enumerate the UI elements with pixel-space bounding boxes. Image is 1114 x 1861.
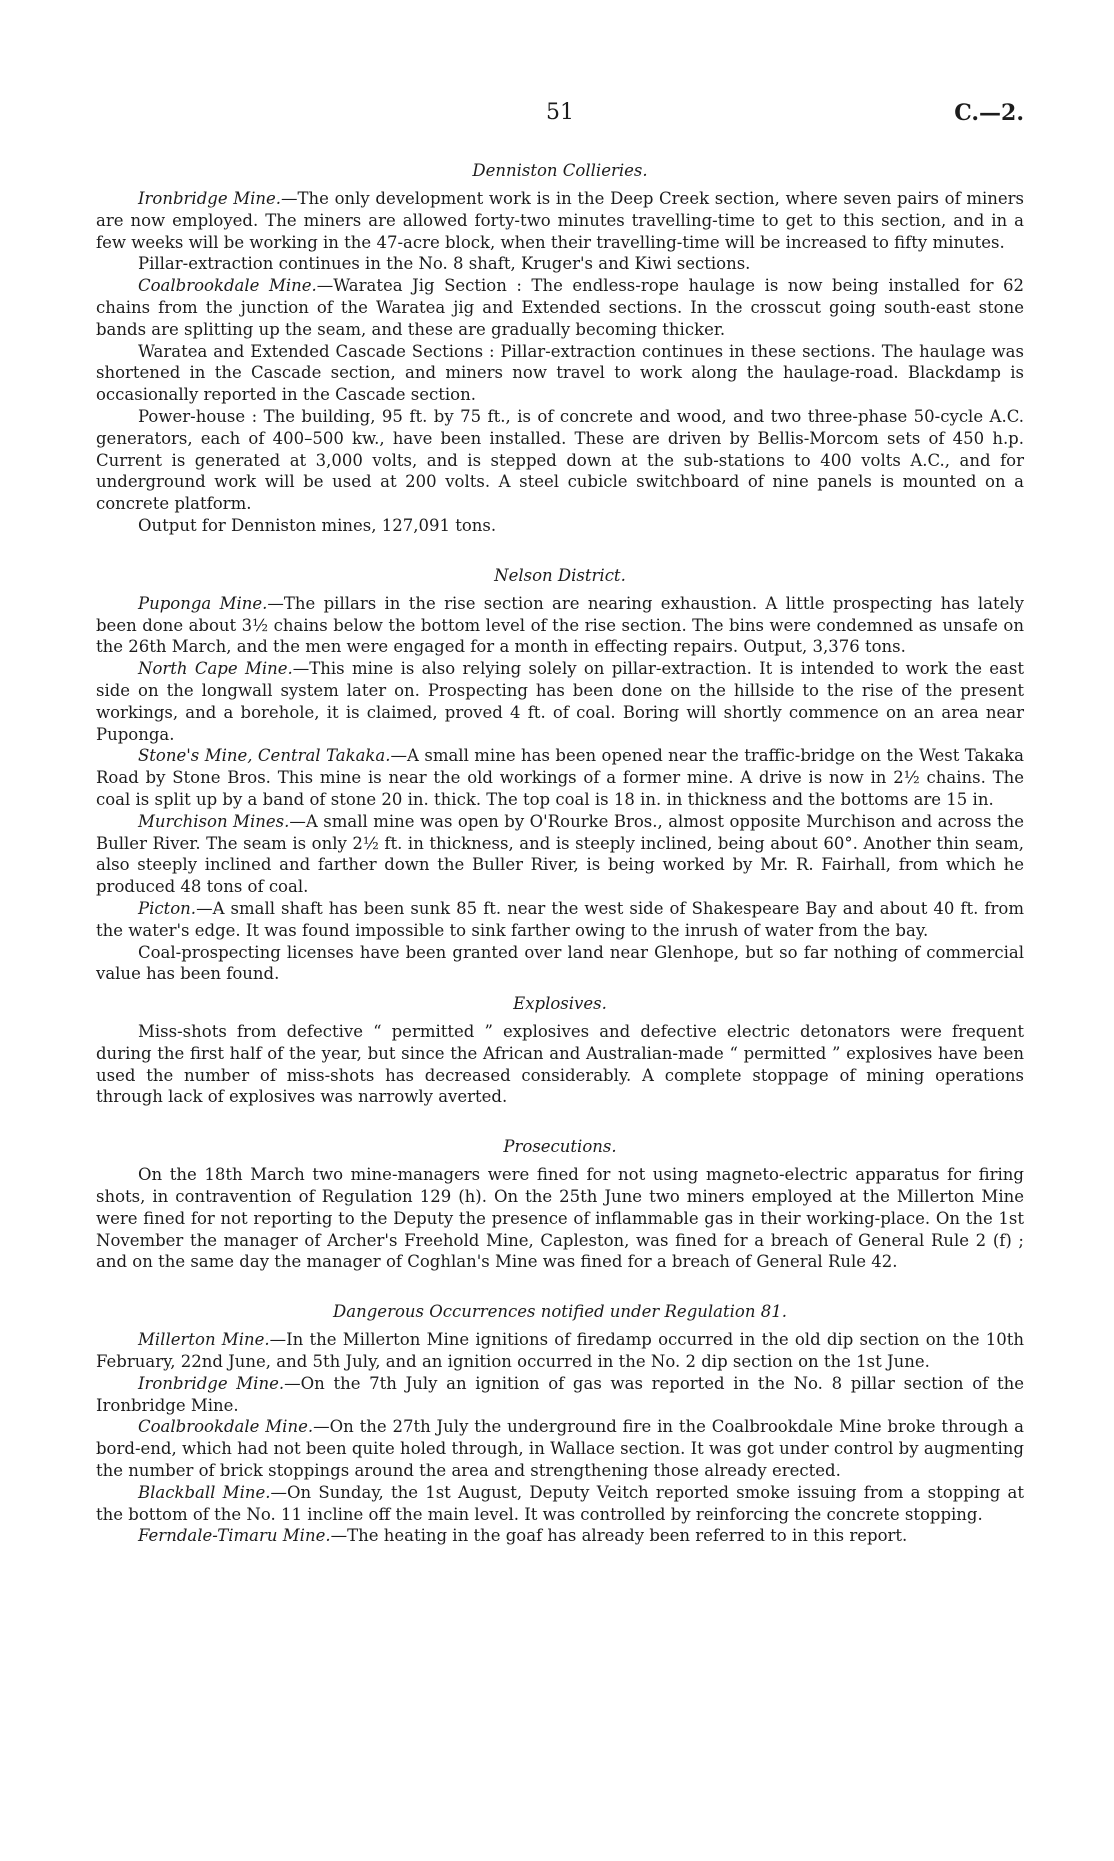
paragraph: Power-house : The building, 95 ft. by 75 ft., is of concrete and wood, and two three-phase 50-cycle A.C. generators, each of 400–500 kw., have been installed. These are driven by Bellis-Morcom sets of 450 h.p. Current is generated at 3,000 volts, and is stepped down at the sub-stations to 400 volts A.C., and for underground work will be used at 200 volts. A steel cubicle switchboard of nine panels is mounted on a concrete platform. [96, 406, 1024, 514]
paragraph-text: —Waratea Jig Section : The endless-rope haulage is now being installed for 62 chains from the junction of the Waratea jig and Extended sections. In the crosscut going south-east stone bands are splitting up the seam, and these are gradually becoming thicker. [96, 276, 1025, 339]
series-code: C.—2. [954, 100, 1024, 126]
paragraph [96, 1416, 1024, 1481]
paragraph [96, 1482, 1024, 1526]
paragraph [96, 275, 1024, 340]
page-number: 51 [546, 100, 574, 125]
section-heading-explosives: Explosives. [513, 994, 607, 1014]
paragraph-text: —On the 7th July an ignition of gas was reported in the No. 8 pillar section of the Ironbridge Mine. [96, 1373, 1025, 1415]
paragraph-text: —The pillars in the rise section are nearing exhaustion. A little prospecting has lately been done about 3½ chains below the bottom level of the rise section. The bins were condemned as unsafe on the 26th March, and the men were engaged for a month in effecting repairs. Output, 3,376 tons. [96, 593, 1025, 657]
paragraph-lead: Picton. [138, 898, 197, 918]
paragraph [96, 1525, 1024, 1547]
paragraph [96, 658, 1024, 745]
paragraph-lead: Puponga Mine. [138, 593, 268, 613]
paragraph-lead: Coalbrookdale Mine. [138, 276, 317, 296]
paragraph-lead: Blackball Mine. [138, 1482, 271, 1502]
paragraph [96, 898, 1024, 942]
paragraph [96, 811, 1024, 898]
paragraph: Waratea and Extended Cascade Sections : Pillar-extraction continues in these sections. The haulage was shortened in the Cascade section, and miners now travel to work along the haulage-road. Blackdamp is occasionally reported in the Cascade section. [96, 341, 1024, 405]
paragraph-lead: Millerton Mine. [138, 1330, 270, 1350]
paragraph: Pillar-extraction continues in the No. 8 shaft, Kruger's and Kiwi sections. [138, 254, 751, 274]
paragraph [96, 1373, 1024, 1417]
paragraph-text: —On Sunday, the 1st August, Deputy Veitch reported smoke issuing from a stopping at the bottom of the No. 11 incline off the main level. It was controlled by reinforcing the concrete stopping. [96, 1482, 1024, 1524]
document-page [96, 0, 1024, 1547]
paragraph-text: —In the Millerton Mine ignitions of firedamp occurred in the old dip section on the 10th February, 22nd June, and 5th July, and an ignition occurred in the No. 2 dip section on the 1st June. [96, 1330, 1025, 1372]
paragraph-lead: Ferndale-Timaru Mine. [138, 1526, 331, 1546]
paragraph-lead: North Cape Mine. [138, 659, 293, 679]
paragraph-text: —The only development work is in the Deep Creek section, where seven pairs of miners are now employed. The miners are allowed forty-two minutes travelling-time to get to this section, and in a few weeks will be working in the 47-acre block, when their travelling-time will be increased to fifty minutes. [96, 189, 1024, 252]
paragraph-lead: Ironbridge Mine. [138, 189, 282, 208]
paragraph: Miss-shots from defective “ permitted ” explosives and defective electric detonators were frequent during the first half of the year, but since the African and Australian-made “ permitted ” explosives have been used the number of miss-shots has decreased considerably. A complete stoppage of mining operations through lack of explosives was narrowly averted. [96, 1022, 1024, 1107]
paragraph [96, 593, 1024, 658]
paragraph [96, 745, 1024, 810]
paragraph-lead: Murchison Mines. [138, 811, 290, 831]
paragraph-text: —A small shaft has been sunk 85 ft. near the west side of Shakespeare Bay and about 40 ft. from the water's edge. It was found impossible to sink farther owing to the inrush of water from the bay. [96, 898, 1024, 940]
paragraph-text: —A small mine was open by O'Rourke Bros., almost opposite Murchison and across the Buller River. The seam is only 2½ ft. in thickness, and is steeply inclined, being about 60°. Another thin seam, also steeply inclined and farther down the Buller River, is being worked by Mr. R. Fairhall, from which he produced 48 tons of coal. [96, 811, 1024, 897]
paragraph [96, 188, 1024, 253]
paragraph: Coal-prospecting licenses have been granted over land near Glenhope, but so far nothing of commercial value has been found. [96, 942, 1024, 984]
paragraph: On the 18th March two mine-managers were fined for not using magneto-electric apparatus for firing shots, in contravention of Regulation 129 (h). On the 25th June two miners employed at the Millerton Mine were fined for not reporting to the Deputy the presence of inflammable gas in their working-place. On the 1st November the manager of Archer's Freehold Mine, Capleston, was fined for a breach of General Rule 2 (f) ; and on the same day the manager of Coghlan's Mine was fined for a breach of General Rule 42. [96, 1165, 1024, 1272]
paragraph-text: —A small mine has been opened near the traffic-bridge on the West Takaka Road by Stone Bros. This mine is near the old workings of a former mine. A drive is now in 2½ chains. The coal is split up by a band of stone 20 in. thick. The top coal is 18 in. in thickness and the bottoms are 15 in. [96, 746, 1024, 809]
paragraph-lead: Stone's Mine, Central Takaka. [138, 746, 391, 766]
section-heading-nelson: Nelson District. [494, 565, 626, 585]
paragraph-lead: Coalbrookdale Mine. [138, 1417, 314, 1437]
paragraph [96, 1329, 1024, 1373]
section-heading-dangerous-occurrences: Dangerous Occurrences notified under Regulation 81. [333, 1302, 787, 1322]
section-heading-denniston: Denniston Collieries. [472, 161, 648, 180]
paragraph: Output for Denniston mines, 127,091 tons. [138, 515, 497, 535]
section-heading-prosecutions: Prosecutions. [503, 1137, 617, 1157]
page-header [96, 0, 1024, 160]
paragraph-text: —On the 27th July the underground fire in the Coalbrookdale Mine broke through a bord-end, which had not been quite holed through, in Wallace section. It was got under control by augmenting the number of brick stoppings around the area and strengthening those already erected. [96, 1417, 1024, 1481]
paragraph-lead: Ironbridge Mine. [138, 1373, 285, 1393]
paragraph-text: —This mine is also relying solely on pillar-extraction. It is intended to work the east side on the longwall system later on. Prospecting has been done on the hillside to the rise of the present workings, and a borehole, it is claimed, proved 4 ft. of coal. Boring will shortly commence on an area near Puponga. [96, 659, 1024, 744]
paragraph-text: —The heating in the goaf has already been referred to in this report. [330, 1526, 908, 1546]
